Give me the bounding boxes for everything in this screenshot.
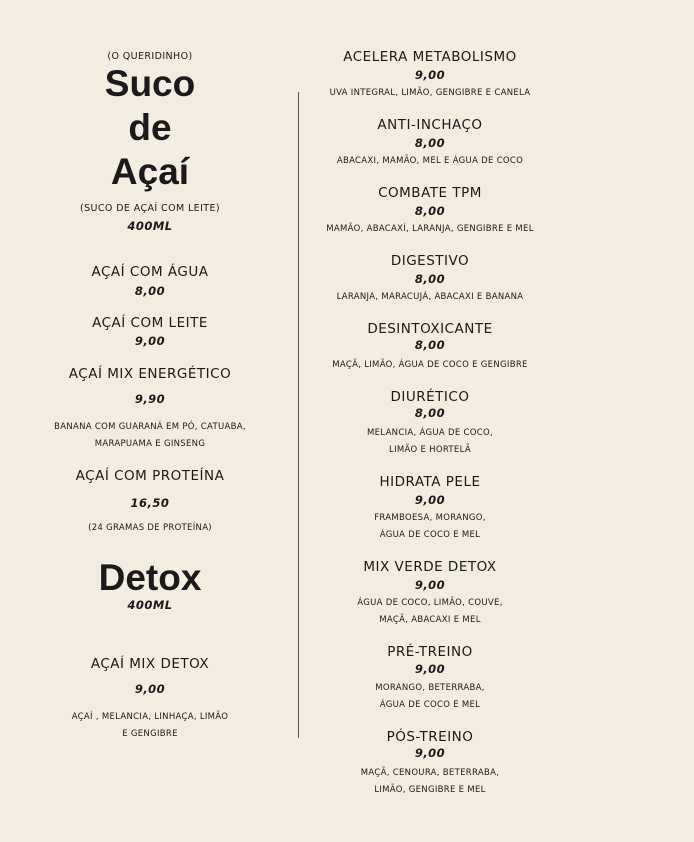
- menu-item-name: DESINTOXICANTE: [367, 321, 493, 337]
- menu-item-price: 9,00: [414, 68, 446, 82]
- menu-item-name: AÇAÍ MIX ENERGÉTICO: [68, 366, 232, 382]
- menu-item-name: COMBATE TPM: [378, 185, 482, 201]
- menu-item-desc: ABACAXI, MAMÃO, MEL E ÁGUA DE COCO: [336, 156, 524, 166]
- menu-item-price: 16,50: [130, 496, 170, 510]
- menu-item-desc: E GENGIBRE: [122, 729, 178, 739]
- acai-title-line1: Suco: [104, 63, 196, 104]
- menu-item-price: 9,00: [414, 662, 446, 676]
- menu-item-desc: ÁGUA DE COCO E MEL: [379, 530, 481, 540]
- menu-item-desc: MAÇÃ, ABACAXI E MEL: [379, 615, 481, 625]
- acai-tag: (O QUERIDINHO): [107, 51, 193, 62]
- menu-item-price: 8,00: [414, 272, 446, 286]
- menu-item-desc: MARAPUAMA E GINSENG: [94, 439, 206, 449]
- menu-item-name: DIGESTIVO: [390, 253, 470, 269]
- acai-title-line3: Açaí: [110, 151, 190, 192]
- menu-item-desc: MAÇÃ, CENOURA, BETERRABA,: [360, 768, 500, 778]
- acai-title-line2: de: [128, 107, 172, 148]
- menu-item-desc: LARANJA, MARACUJÁ, ABACAXI E BANANA: [336, 292, 524, 302]
- menu-item-name: AÇAÍ COM LEITE: [92, 315, 208, 331]
- menu-item-name: AÇAÍ COM ÁGUA: [91, 264, 209, 280]
- acai-subtitle: (SUCO DE AÇAÍ COM LEITE): [80, 203, 220, 214]
- menu-item-name: HIDRATA PELE: [379, 474, 481, 490]
- menu-item-name: MIX VERDE DETOX: [363, 559, 497, 575]
- column-divider: [298, 92, 299, 738]
- menu-item-desc: BANANA COM GUARANÁ EM PÓ, CATUABA,: [54, 422, 246, 432]
- acai-size: 400ML: [127, 219, 173, 233]
- menu-item-name: PRÉ-TREINO: [387, 644, 473, 660]
- menu-item-desc: FRAMBOESA, MORANGO,: [374, 513, 486, 523]
- menu-item-desc: AÇAÍ , MELANCIA, LINHAÇA, LIMÃO: [71, 712, 229, 722]
- menu-item-price: 9,00: [134, 682, 166, 696]
- menu-item-price: 9,00: [414, 493, 446, 507]
- menu-item-name: AÇAÍ COM PROTEÍNA: [75, 468, 225, 484]
- menu-item-name: DIURÉTICO: [390, 389, 470, 405]
- menu-item-desc: UVA INTEGRAL, LIMÃO, GENGIBRE E CANELA: [329, 88, 531, 98]
- menu-item-name: ACELERA METABOLISMO: [343, 49, 517, 65]
- menu-item-price: 8,00: [414, 136, 446, 150]
- menu-item-desc: MELANCIA, ÁGUA DE COCO,: [367, 428, 493, 438]
- menu-item-name: ANTI-INCHAÇO: [377, 117, 483, 133]
- menu-item-note: (24 GRAMAS DE PROTEÍNA): [88, 523, 212, 533]
- menu-item-desc: MAMÃO, ABACAXÍ, LARANJA, GENGIBRE E MEL: [326, 224, 534, 234]
- menu-item-desc: MORANGO, BETERRABA,: [375, 683, 485, 693]
- menu-item-price: 9,00: [414, 746, 446, 760]
- menu-item-desc: LIMÃO E HORTELÃ: [389, 445, 471, 455]
- menu-item-desc: LIMÃO, GENGIBRE E MEL: [374, 785, 486, 795]
- menu-item-price: 8,00: [414, 338, 446, 352]
- menu-item-desc: MAÇÃ, LIMÃO, ÁGUA DE COCO E GENGIBRE: [332, 360, 528, 370]
- menu-item-name: PÓS-TREINO: [386, 729, 474, 745]
- detox-title: Detox: [98, 557, 202, 598]
- menu-item-price: 8,00: [414, 204, 446, 218]
- menu-item-desc: ÁGUA DE COCO E MEL: [379, 700, 481, 710]
- menu-item-name: AÇAÍ MIX DETOX: [90, 656, 210, 672]
- menu-item-price: 9,00: [414, 578, 446, 592]
- detox-size: 400ML: [127, 598, 173, 612]
- menu-item-desc: ÁGUA DE COCO, LIMÃO, COUVE,: [357, 598, 503, 608]
- menu-item-price: 9,90: [134, 392, 166, 406]
- menu-item-price: 9,00: [134, 334, 166, 348]
- menu-item-price: 8,00: [134, 284, 166, 298]
- menu-item-price: 8,00: [414, 406, 446, 420]
